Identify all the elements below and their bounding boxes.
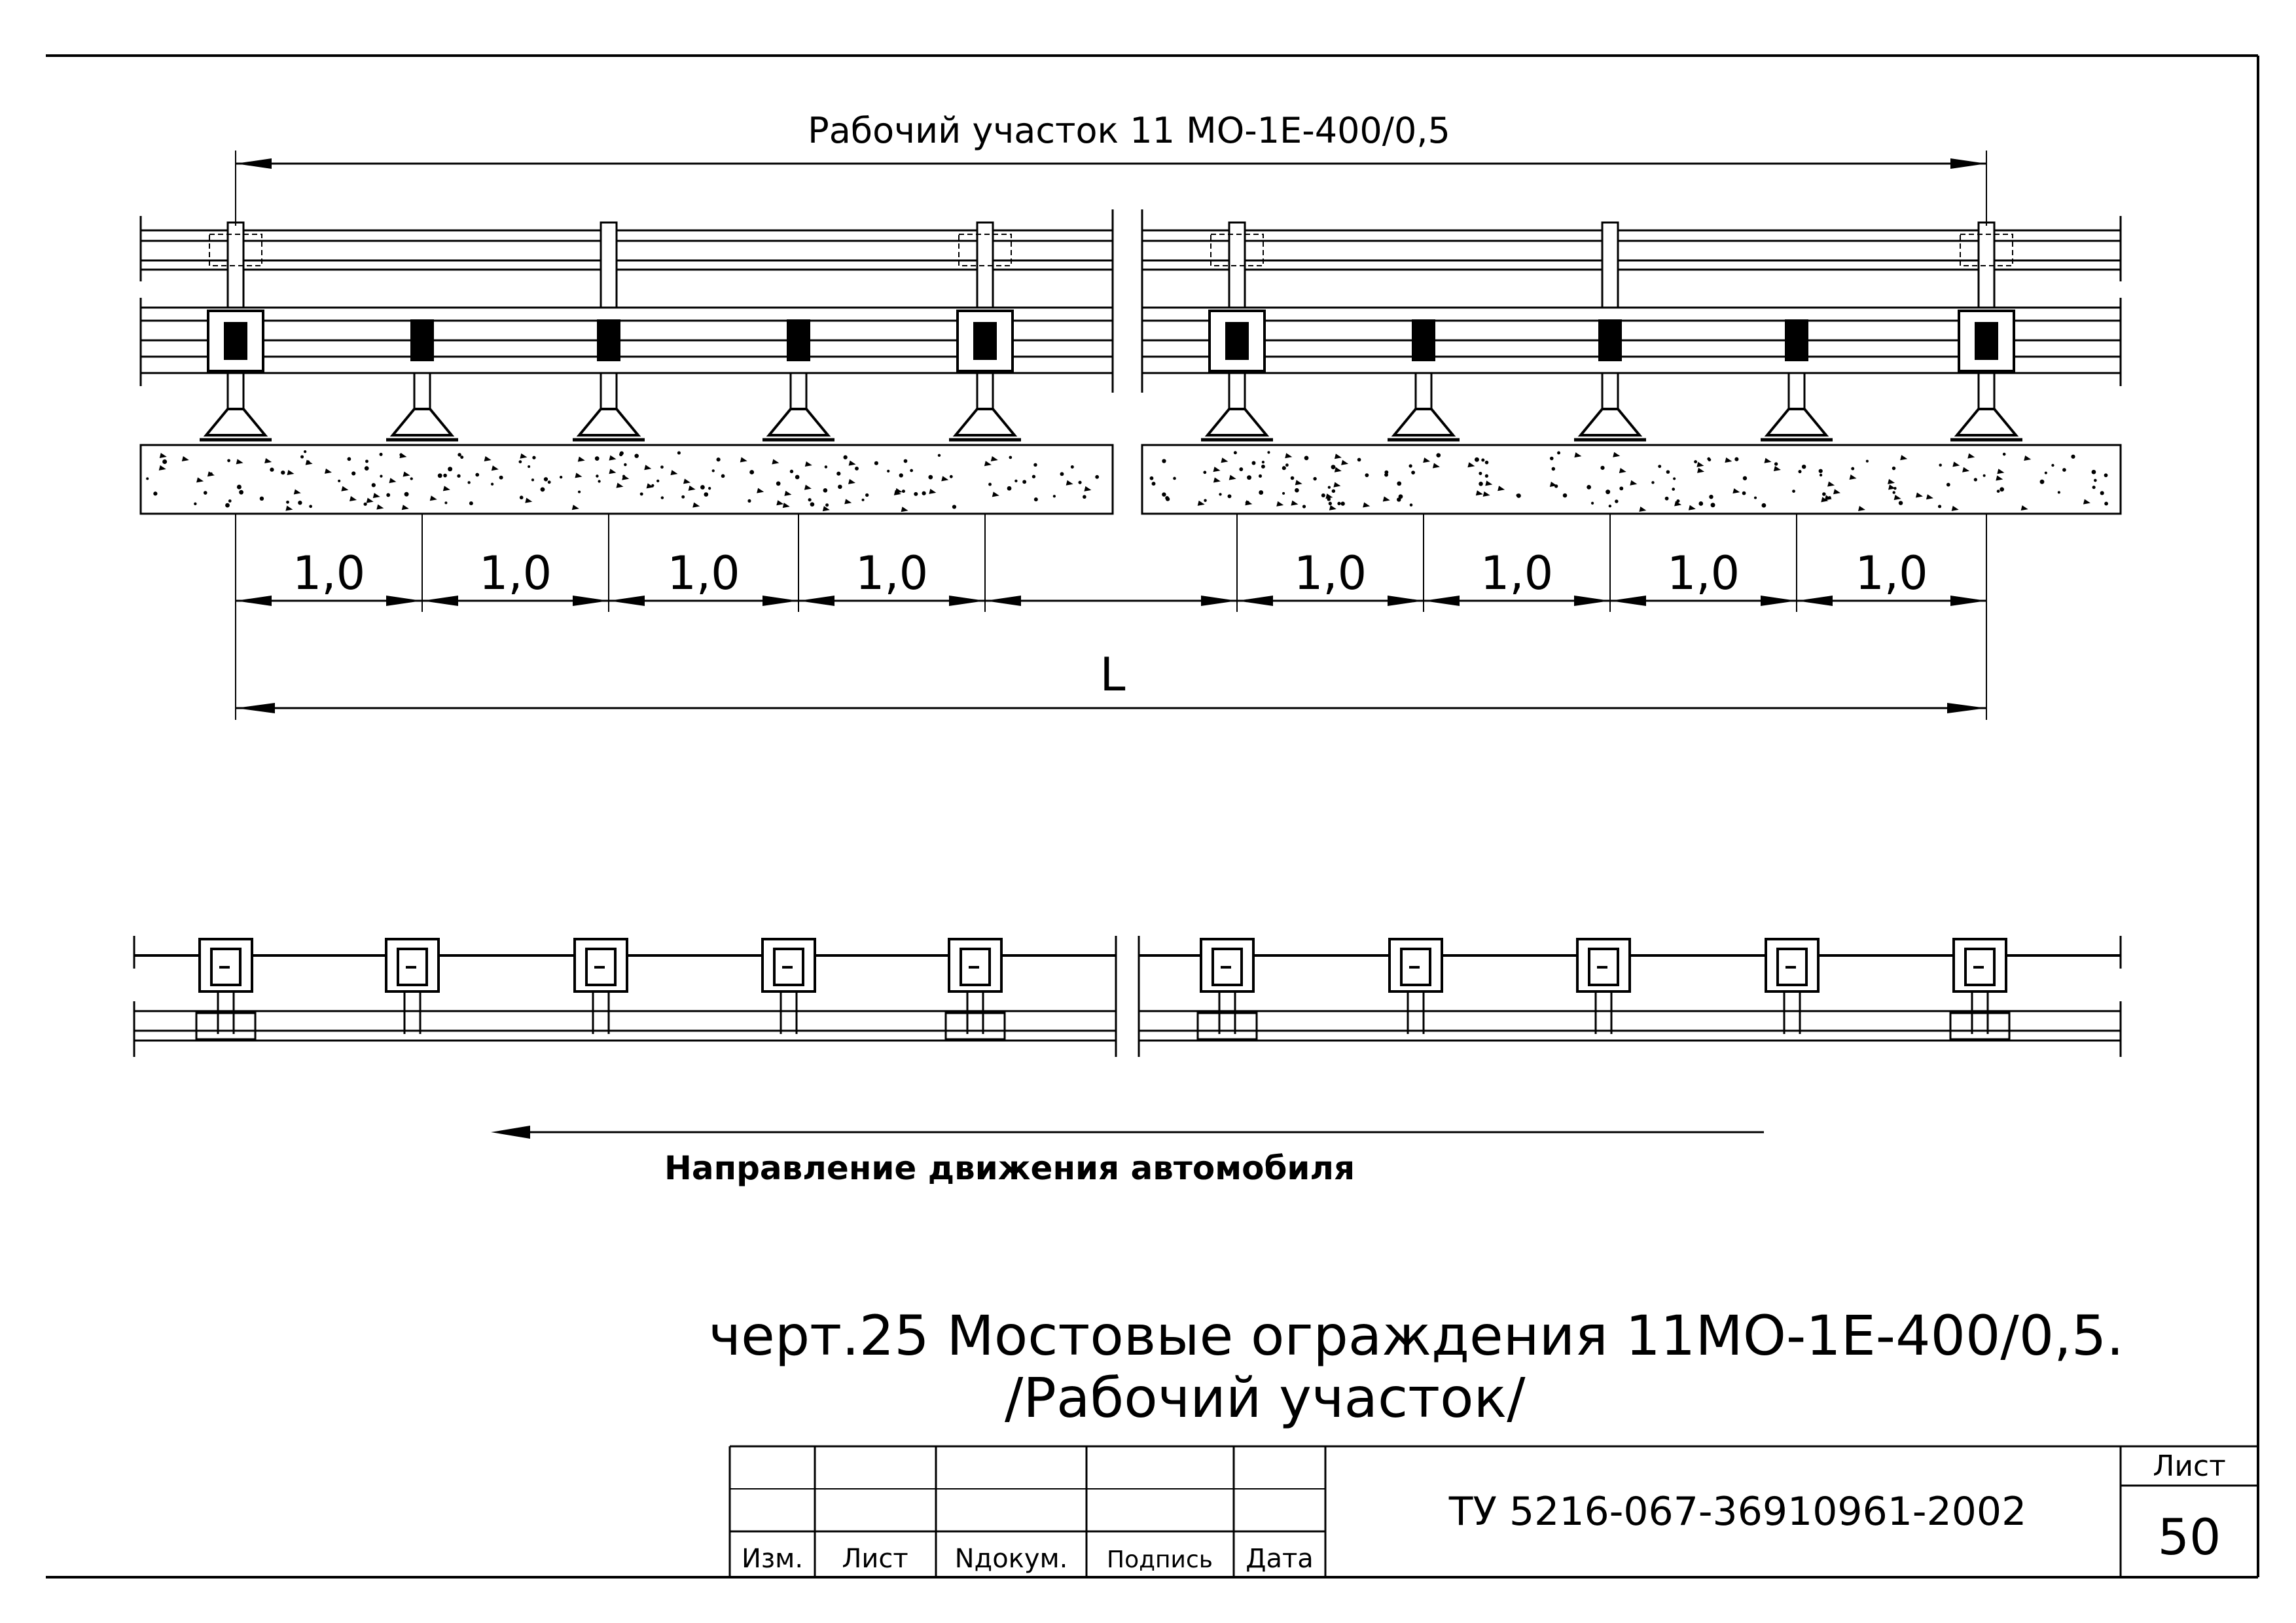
stamp-col-list: Лист <box>842 1544 908 1574</box>
plan-post <box>1954 939 2006 1034</box>
plan-post <box>762 939 815 1034</box>
concrete-deck <box>141 445 2121 514</box>
post-spacing-label: 1,0 <box>667 546 740 600</box>
plan-joint-plate <box>1950 1013 2009 1039</box>
post-spacing-label: 1,0 <box>1855 546 1928 600</box>
plan-post <box>949 939 1001 1034</box>
railing-post <box>1388 319 1460 440</box>
railing-post <box>1950 223 2022 440</box>
plan-post <box>1201 939 1253 1034</box>
elevation-view <box>141 209 2121 514</box>
railing-post <box>200 223 272 440</box>
railing-post <box>1201 223 1273 440</box>
railing-post <box>573 223 645 440</box>
plan-joint-plate <box>196 1013 255 1039</box>
post-spacing-label: 1,0 <box>1480 546 1554 600</box>
spacing-labels <box>293 546 1928 600</box>
direction-arrow <box>491 1126 1764 1139</box>
drawing-title-line2: /Рабочий участок/ <box>1005 1366 1526 1430</box>
break-marks <box>141 209 2121 393</box>
plan-post <box>200 939 252 1034</box>
plan-joint-plate <box>1198 1013 1257 1039</box>
handrail <box>141 230 2121 270</box>
drawing-title-line1: черт.25 Мостовые ограждения 11МО-1Е-400/0,5. <box>708 1304 2124 1368</box>
plan-post <box>1766 939 1818 1034</box>
plan-view <box>134 936 2121 1057</box>
plan-post <box>1577 939 1630 1034</box>
direction-label: Направление движения автомобиля <box>664 1149 1355 1187</box>
sheet-number: 50 <box>2157 1508 2221 1566</box>
top-dimension-label: Рабочий участок 11 МО-1Е-400/0,5 <box>808 110 1450 151</box>
guard-beam <box>141 308 2121 373</box>
document-code: ТУ 5216-067-36910961-2002 <box>1448 1489 2027 1535</box>
plan-joint-plate <box>946 1013 1005 1039</box>
stamp-col-data: Дата <box>1246 1544 1314 1574</box>
sheet-label: Лист <box>2153 1450 2226 1483</box>
post-spacing-label: 1,0 <box>855 546 929 600</box>
total-length-label: L <box>1100 648 1126 702</box>
stamp-col-ndokum: Nдокум. <box>954 1544 1068 1574</box>
stamp-col-izm: Изм. <box>741 1544 804 1574</box>
post-spacing-label: 1,0 <box>478 546 552 600</box>
railing-post <box>762 319 834 440</box>
elevation-posts <box>200 223 2022 440</box>
post-spacing-label: 1,0 <box>292 546 366 600</box>
plan-post <box>575 939 627 1034</box>
post-spacing-label: 1,0 <box>1666 546 1740 600</box>
railing-post <box>386 319 458 440</box>
railing-post <box>1761 319 1833 440</box>
plan-post <box>386 939 439 1034</box>
stamp-col-podpis: Подпись <box>1107 1546 1213 1573</box>
post-spacing-label: 1,0 <box>1293 546 1367 600</box>
plan-post <box>1390 939 1442 1034</box>
railing-post <box>949 223 1021 440</box>
railing-post <box>1574 223 1646 440</box>
dimension-lines <box>236 151 1986 720</box>
